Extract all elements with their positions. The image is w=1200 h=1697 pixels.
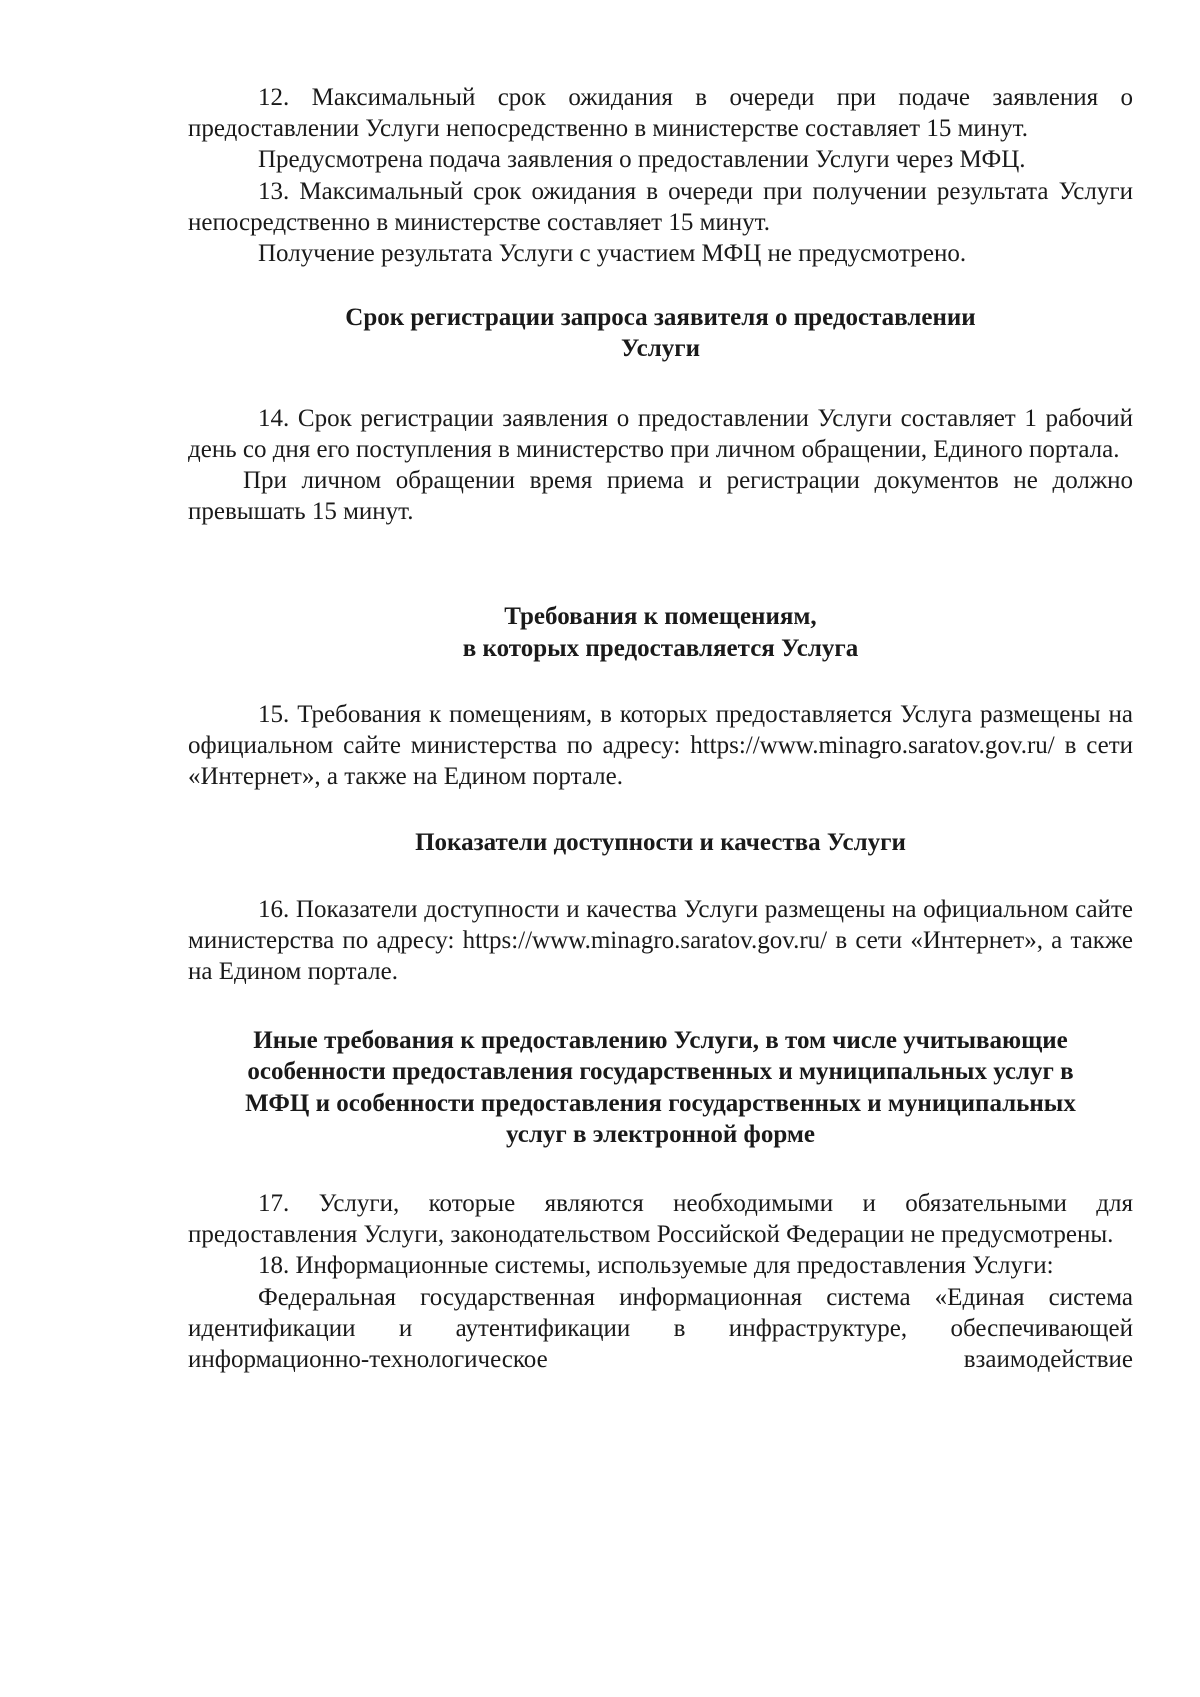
heading-line: в которых предоставляется Услуга xyxy=(462,634,859,662)
heading-registration-term xyxy=(188,302,1133,364)
heading-other-requirements xyxy=(188,1025,1133,1150)
paragraph-12: 12. Максимальный срок ожидания в очереди при подаче заявления о предоставлении Услуги непосредственно в министерстве составляет 15 минут. xyxy=(188,84,1133,143)
heading-line: услуг в электронной форме xyxy=(506,1120,815,1148)
heading-line: Услуги xyxy=(620,335,701,363)
paragraph-13: 13. Максимальный срок ожидания в очереди при получении результата Услуги непосредственно в министерстве составляет 15 минут. xyxy=(188,177,1133,236)
paragraph-15: 15. Требования к помещениям, в которых предоставляется Услуга размещены на официальном сайте министерства по адресу: https://www.minagro.saratov.gov.ru/ в сети «Интернет», а также на Едином портале. xyxy=(188,700,1133,791)
document-body xyxy=(188,82,1133,1375)
heading-line: МФЦ и особенности предоставления государственных и муниципальных xyxy=(245,1089,1076,1117)
paragraph-18-system: Федеральная государственная информационная система «Единая система идентификации и аутентификации в инфраструктуре, обеспечивающей информационно-технологическое взаимодействие xyxy=(188,1283,1133,1374)
heading-indicators xyxy=(188,827,1133,858)
paragraph-14-personal: При личном обращении время приема и регистрации документов не должно превышать 15 минут. xyxy=(188,467,1133,526)
paragraph-12-mfc: Предусмотрена подача заявления о предоставлении Услуги через МФЦ. xyxy=(258,146,1026,174)
paragraph-13-mfc: Получение результата Услуги с участием МФЦ не предусмотрено. xyxy=(258,240,967,268)
heading-line: Срок регистрации запроса заявителя о предоставлении xyxy=(345,304,976,332)
heading-premises xyxy=(188,601,1133,663)
heading-line: Требования к помещениям, xyxy=(504,603,817,631)
paragraph-17: 17. Услуги, которые являются необходимыми и обязательными для предоставления Услуги, законодательством Российской Федерации не предусмотрены. xyxy=(188,1190,1133,1249)
heading-line: Иные требования к предоставлению Услуги, в том числе учитывающие xyxy=(253,1027,1068,1055)
heading-line: Показатели доступности и качества Услуги xyxy=(415,829,906,857)
paragraph-16: 16. Показатели доступности и качества Услуги размещены на официальном сайте министерства по адресу: https://www.minagro.saratov.gov.ru/ в сети «Интернет», а также на Едином портале. xyxy=(188,895,1133,986)
heading-line: особенности предоставления государственных и муниципальных услуг в xyxy=(247,1058,1074,1086)
paragraph-14: 14. Срок регистрации заявления о предоставлении Услуги составляет 1 рабочий день со дня его поступления в министерство при личном обращении, Единого портала. xyxy=(188,404,1133,463)
paragraph-18: 18. Информационные системы, используемые для предоставления Услуги: xyxy=(258,1252,1054,1280)
